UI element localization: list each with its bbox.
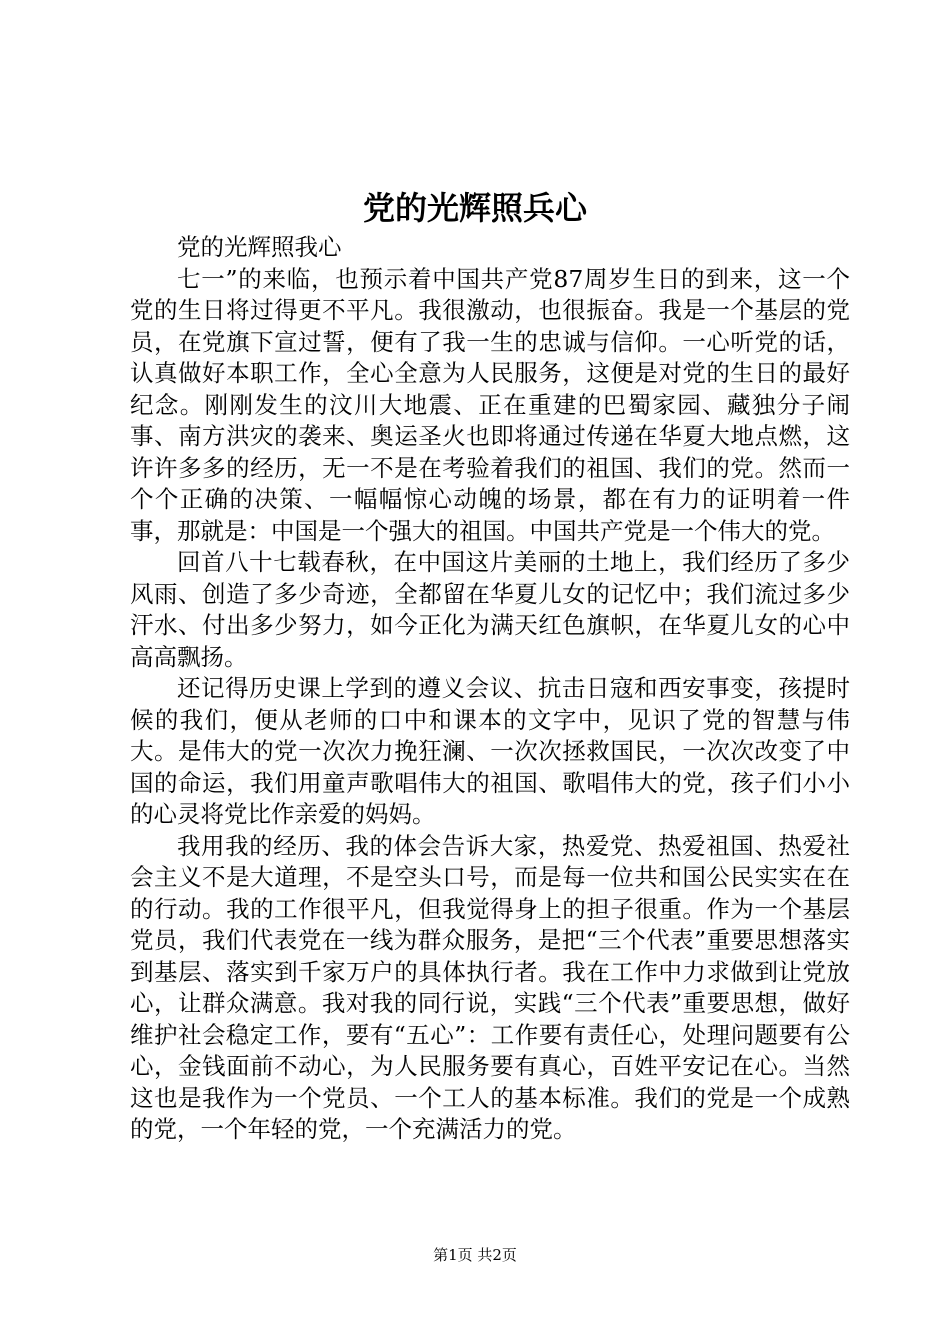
paragraph-2: 回首八十七载春秋，在中国这片美丽的土地上，我们经历了多少风雨、创造了多少奇迹，全都留在华夏儿女的记忆中；我们流过多少汗水、付出多少努力，如今正化为满天红色旗帜，在华夏儿女的心中高高飘扬。: [130, 548, 850, 671]
paragraph-1: 七一”的来临，也预示着中国共产党87周岁生日的到来，这一个党的生日将过得更不平凡。我很激动，也很振奋。我是一个基层的党员，在党旗下宣过誓，便有了我一生的忠诚与信仰。一心听党的话，认真做好本职工作，全心全意为人民服务，这便是对党的生日的最好纪念。刚刚发生的汶川大地震、正在重建的巴蜀家园、藏独分子闹事、南方洪灾的袭来、奥运圣火也即将通过传递在华夏大地点燃，这许许多多的经历，无一不是在考验着我们的祖国、我们的党。然而一个个正确的决策、一幅幅惊心动魄的场景，都在有力的证明着一件事，那就是：中国是一个强大的祖国。中国共产党是一个伟大的党。: [130, 264, 850, 545]
document-body: [130, 232, 850, 1146]
paragraph-3: 还记得历史课上学到的遵义会议、抗击日寇和西安事变，孩提时候的我们，便从老师的口中和课本的文字中，见识了党的智慧与伟大。是伟大的党一次次力挽狂澜、一次次拯救国民，一次次改变了中国的命运，我们用童声歌唱伟大的祖国、歌唱伟大的党，孩子们小小的心灵将党比作亲爱的妈妈。: [130, 674, 850, 828]
document-title: 党的光辉照兵心: [362, 189, 587, 227]
page-footer: 第1页 共2页: [433, 1246, 517, 1264]
paragraph-4: 我用我的经历、我的体会告诉大家，热爱党、热爱祖国、热爱社会主义不是大道理，不是空头口号，而是每一位共和国公民实实在在的行动。我的工作很平凡，但我觉得身上的担子很重。作为一个基层党员，我们代表党在一线为群众服务，是把“三个代表”重要思想落实到基层、落实到千家万户的具体执行者。我在工作中力求做到让党放心，让群众满意。我对我的同行说，实践“三个代表”重要思想，做好维护社会稳定工作，要有“五心”：工作要有责任心，处理问题要有公心，金钱面前不动心，为人民服务要有真心，百姓平安记在心。当然这也是我作为一个党员、一个工人的基本标准。我们的党是一个成熟的党，一个年轻的党，一个充满活力的党。: [130, 831, 850, 1143]
paragraph-subtitle: 党的光辉照我心: [177, 233, 342, 261]
